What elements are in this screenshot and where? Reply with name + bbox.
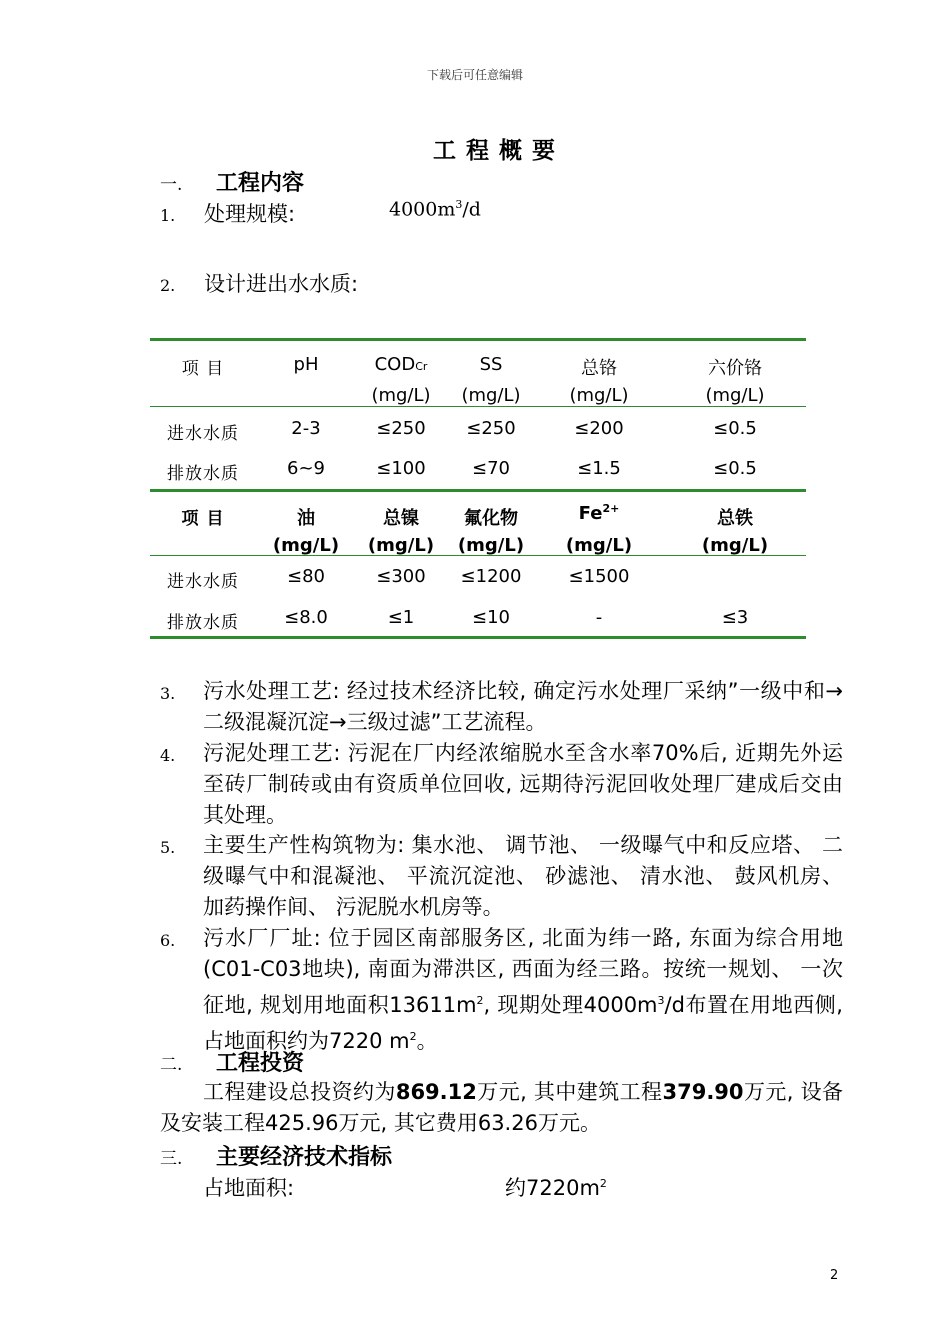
page-number: 2 [830,1268,839,1283]
table-cell: 6~9 [287,458,325,479]
table-header-unit: (mg/L) [565,535,633,556]
table-cell: ≤1200 [460,566,522,587]
section-title: 主要经济技术指标 [216,1145,393,1170]
item-number: 1. [160,206,176,225]
investment-paragraph: 工程建设总投资约为869.12万元, 其中建筑工程379.90万元, 设备及安装工程425.96万元, 其它费用63.26万元。 [160,1080,844,1135]
table-cell: ≤70 [472,458,510,479]
table-header-unit: (mg/L) [367,535,435,556]
section-number: 三. [160,1149,183,1169]
table-cell: - [595,607,603,628]
item-5-text: 主要生产性构筑物为: 集水池、 调节池、 一级曝气中和反应塔、 二级曝气中和混凝池、 平流沉淀池、 砂滤池、 清水池、 鼓风机房、 加药操作间、 污泥脱水机房等。 [203,833,843,919]
section-2-heading [160,1046,304,1077]
table-header-unit: (mg/L) [705,385,765,406]
item-number: 2. [160,276,176,295]
item-1 [160,198,295,228]
item-2 [160,268,358,298]
table-cell: ≤250 [376,418,426,439]
page-title: 工程概要 [433,138,565,164]
table-header-unit: (mg/L) [461,385,521,406]
table-header-unit: (mg/L) [569,385,629,406]
table-middle-rule [150,489,806,492]
item-number: 5. [160,838,176,857]
item-4-text: 污泥处理工艺: 污泥在厂内经浓缩脱水至含水率70%后, 近期先外运至砖厂制砖或由有资质单位回收, 远期待污泥回收处理厂建成后交由其处理。 [203,741,843,827]
item-label: 设计进出水水质: [204,272,359,296]
capacity-value: $4000m^3/d$ [389,198,481,221]
section-number: 一. [160,175,183,195]
table-header-cell: 六价铬 [708,358,762,379]
table-cell: ≤8.0 [284,607,328,628]
table-cell: 排放水质 [167,464,239,484]
table-cell: ≤0.5 [713,418,757,439]
item-number: 3. [160,684,176,703]
area-value: 约$7220m^2$ [505,1176,607,1200]
item-3-text: 污水处理工艺: 经过技术经济比较, 确定污水处理厂采纳”一级中和→二级混凝沉淀→三级过滤”工艺流程。 [203,679,843,734]
table-header-cell: 总镍 [383,508,419,529]
section-number: 二. [160,1055,183,1075]
section-title: 工程投资 [216,1051,305,1076]
table-cell: 2-3 [291,418,321,439]
table-header-cell: 氟化物 [464,508,518,529]
table-cell: ≤250 [466,418,516,439]
table-cell: ≤1 [387,607,415,628]
table-header-cell: 项 目 [181,509,225,529]
area-label: 占地面积: [203,1176,295,1200]
table-cell: ≤80 [287,566,325,587]
table-cell: ≤1.5 [577,458,621,479]
table-cell: ≤100 [376,458,426,479]
table-cell: ≤10 [472,607,510,628]
table-header-unit: (mg/L) [272,535,340,556]
table-header-cell: CODCr [374,354,428,375]
item-number: 6. [160,931,176,950]
section-1-heading [160,166,304,197]
page-header: 下载后可任意编辑 [426,68,523,82]
table-cell: 进水水质 [167,424,239,444]
table-header-unit: (mg/L) [371,385,431,406]
table-header-cell: 油 [297,508,315,529]
table-header-unit: (mg/L) [701,535,769,556]
table-header-cell: $Fe^{2+}$ [578,502,620,524]
table-cell: ≤3 [721,607,749,628]
table-header-cell: 总铬 [581,358,617,379]
item-label: 处理规模: [204,202,296,226]
table-header-cell: SS [479,354,503,375]
item-6-text: 污水厂厂址: 位于园区南部服务区, 北面为纬一路, 东面为综合用地(C01-C03地块), 南面为滞洪区, 西面为经三路。按统一规划、 一次征地, 规划用地面积$13611m^2$, 现期处理$4000m^3/d$布置在用地西侧, 占地面积约为7220 $m^2$。 [203,926,843,1053]
table-cell: 排放水质 [167,613,239,633]
table-header-cell: 总铁 [717,508,753,529]
section-3-heading [160,1140,392,1171]
item-number: 4. [160,746,176,765]
table-bottom-rule [150,636,806,639]
table-cell: ≤200 [574,418,624,439]
table-header-unit: (mg/L) [457,535,525,556]
table-header-cell: 项 目 [181,359,225,379]
section-title: 工程内容 [216,171,305,196]
table-header-rule [150,406,806,407]
table-cell: 进水水质 [167,572,239,592]
table-header-cell: pH [293,354,319,375]
table-cell: ≤300 [376,566,426,587]
table-cell: ≤0.5 [713,458,757,479]
table-top-rule [150,338,806,341]
table-cell: ≤1500 [568,566,630,587]
